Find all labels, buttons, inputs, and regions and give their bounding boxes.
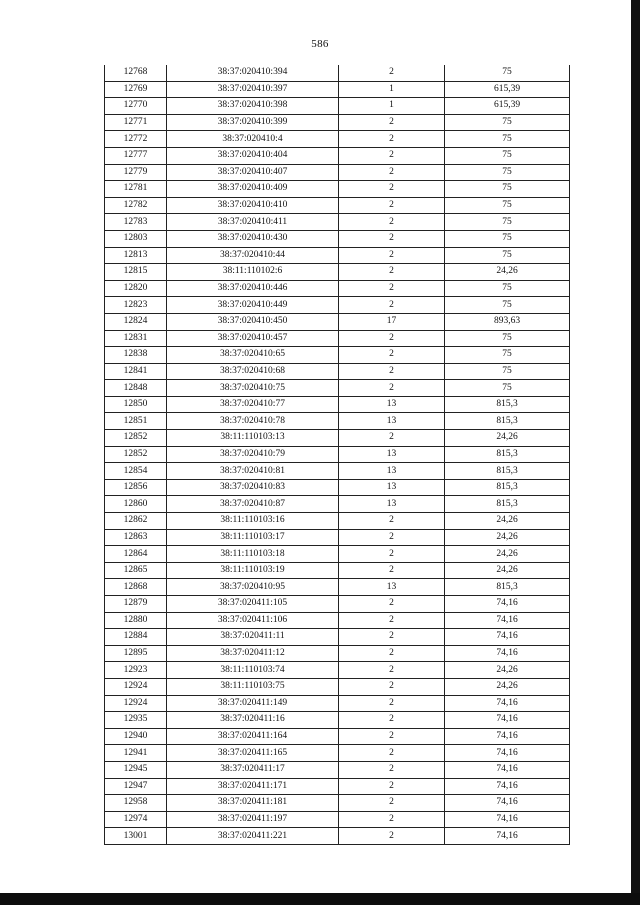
value-cell: 75 [445, 280, 570, 297]
cadastral-number-cell: 38:37:020410:457 [167, 330, 339, 347]
value-cell: 75 [445, 147, 570, 164]
cadastral-number-cell: 38:37:020410:75 [167, 380, 339, 397]
table-row [105, 712, 570, 729]
count-cell: 1 [339, 81, 445, 98]
value-cell: 75 [445, 330, 570, 347]
table-row [105, 247, 570, 264]
record-number-cell: 12854 [105, 463, 167, 480]
table-row [105, 347, 570, 364]
cadastral-number-cell: 38:37:020410:407 [167, 164, 339, 181]
value-cell: 74,16 [445, 745, 570, 762]
value-cell: 75 [445, 347, 570, 364]
cadastral-number-cell: 38:37:020411:149 [167, 695, 339, 712]
record-number-cell: 12935 [105, 712, 167, 729]
record-number-cell: 12895 [105, 645, 167, 662]
cadastral-number-cell: 38:37:020410:87 [167, 496, 339, 513]
record-number-cell: 12940 [105, 728, 167, 745]
cadastral-number-cell: 38:11:110103:18 [167, 546, 339, 563]
record-number-cell: 12769 [105, 81, 167, 98]
value-cell: 24,26 [445, 678, 570, 695]
value-cell: 75 [445, 297, 570, 314]
table-row [105, 463, 570, 480]
value-cell: 75 [445, 247, 570, 264]
record-number-cell: 12781 [105, 181, 167, 198]
cadastral-number-cell: 38:37:020410:77 [167, 396, 339, 413]
value-cell: 74,16 [445, 778, 570, 795]
table-row [105, 811, 570, 828]
value-cell: 74,16 [445, 811, 570, 828]
value-cell: 24,26 [445, 662, 570, 679]
record-number-cell: 12852 [105, 430, 167, 447]
count-cell: 2 [339, 347, 445, 364]
record-number-cell: 12863 [105, 529, 167, 546]
record-number-cell: 12945 [105, 761, 167, 778]
value-cell: 24,26 [445, 513, 570, 530]
count-cell: 13 [339, 496, 445, 513]
table-row [105, 81, 570, 98]
cadastral-number-cell: 38:37:020411:16 [167, 712, 339, 729]
value-cell: 24,26 [445, 529, 570, 546]
record-number-cell: 12851 [105, 413, 167, 430]
count-cell: 2 [339, 695, 445, 712]
table-row [105, 612, 570, 629]
count-cell: 2 [339, 330, 445, 347]
cadastral-number-cell: 38:37:020411:171 [167, 778, 339, 795]
value-cell: 74,16 [445, 596, 570, 613]
table-row [105, 479, 570, 496]
count-cell: 2 [339, 297, 445, 314]
record-number-cell: 12848 [105, 380, 167, 397]
value-cell: 815,3 [445, 579, 570, 596]
table-row [105, 728, 570, 745]
cadastral-number-cell: 38:37:020410:68 [167, 363, 339, 380]
value-cell: 75 [445, 131, 570, 148]
count-cell: 2 [339, 546, 445, 563]
cadastral-number-cell: 38:37:020410:446 [167, 280, 339, 297]
value-cell: 815,3 [445, 463, 570, 480]
table-row [105, 695, 570, 712]
cadastral-table [104, 65, 570, 845]
count-cell: 2 [339, 662, 445, 679]
record-number-cell: 12820 [105, 280, 167, 297]
table-row [105, 164, 570, 181]
count-cell: 2 [339, 147, 445, 164]
value-cell: 815,3 [445, 413, 570, 430]
table-row [105, 330, 570, 347]
value-cell: 74,16 [445, 612, 570, 629]
record-number-cell: 12838 [105, 347, 167, 364]
count-cell: 2 [339, 380, 445, 397]
record-number-cell: 12941 [105, 745, 167, 762]
cadastral-number-cell: 38:37:020411:165 [167, 745, 339, 762]
count-cell: 2 [339, 612, 445, 629]
record-number-cell: 12831 [105, 330, 167, 347]
count-cell: 2 [339, 778, 445, 795]
record-number-cell: 12862 [105, 513, 167, 530]
record-number-cell: 12772 [105, 131, 167, 148]
cadastral-number-cell: 38:37:020410:399 [167, 114, 339, 131]
table-row [105, 396, 570, 413]
count-cell: 13 [339, 413, 445, 430]
cadastral-number-cell: 38:37:020410:404 [167, 147, 339, 164]
record-number-cell: 12852 [105, 446, 167, 463]
record-number-cell: 12783 [105, 214, 167, 231]
record-number-cell: 12824 [105, 313, 167, 330]
cadastral-number-cell: 38:11:110103:16 [167, 513, 339, 530]
count-cell: 2 [339, 728, 445, 745]
value-cell: 74,16 [445, 645, 570, 662]
cadastral-number-cell: 38:37:020411:11 [167, 629, 339, 646]
cadastral-number-cell: 38:37:020410:409 [167, 181, 339, 198]
count-cell: 2 [339, 712, 445, 729]
table-row [105, 114, 570, 131]
cadastral-number-cell: 38:37:020410:81 [167, 463, 339, 480]
record-number-cell: 12958 [105, 795, 167, 812]
cadastral-number-cell: 38:37:020410:394 [167, 65, 339, 81]
record-number-cell: 12865 [105, 562, 167, 579]
value-cell: 24,26 [445, 264, 570, 281]
table-row [105, 629, 570, 646]
record-number-cell: 12803 [105, 230, 167, 247]
value-cell: 75 [445, 363, 570, 380]
table-row [105, 513, 570, 530]
count-cell: 2 [339, 596, 445, 613]
cadastral-number-cell: 38:37:020410:411 [167, 214, 339, 231]
record-number-cell: 12924 [105, 678, 167, 695]
cadastral-number-cell: 38:37:020410:95 [167, 579, 339, 596]
table-row [105, 313, 570, 330]
value-cell: 74,16 [445, 728, 570, 745]
value-cell: 75 [445, 380, 570, 397]
table-row [105, 596, 570, 613]
count-cell: 2 [339, 363, 445, 380]
table-row [105, 761, 570, 778]
cadastral-number-cell: 38:37:020410:78 [167, 413, 339, 430]
count-cell: 13 [339, 579, 445, 596]
record-number-cell: 12884 [105, 629, 167, 646]
table-row [105, 562, 570, 579]
value-cell: 74,16 [445, 695, 570, 712]
count-cell: 2 [339, 280, 445, 297]
record-number-cell: 12823 [105, 297, 167, 314]
value-cell: 75 [445, 65, 570, 81]
table-row [105, 645, 570, 662]
record-number-cell: 12879 [105, 596, 167, 613]
table-row [105, 546, 570, 563]
cadastral-number-cell: 38:37:020411:105 [167, 596, 339, 613]
cadastral-number-cell: 38:11:110103:75 [167, 678, 339, 695]
record-number-cell: 12864 [105, 546, 167, 563]
record-number-cell: 12777 [105, 147, 167, 164]
value-cell: 24,26 [445, 562, 570, 579]
count-cell: 2 [339, 811, 445, 828]
value-cell: 75 [445, 164, 570, 181]
cadastral-number-cell: 38:37:020410:397 [167, 81, 339, 98]
count-cell: 2 [339, 430, 445, 447]
cadastral-number-cell: 38:11:110103:19 [167, 562, 339, 579]
count-cell: 2 [339, 761, 445, 778]
record-number-cell: 12924 [105, 695, 167, 712]
table-row [105, 778, 570, 795]
value-cell: 75 [445, 114, 570, 131]
record-number-cell: 12856 [105, 479, 167, 496]
value-cell: 75 [445, 230, 570, 247]
table-row [105, 430, 570, 447]
record-number-cell: 12880 [105, 612, 167, 629]
record-number-cell: 12923 [105, 662, 167, 679]
cadastral-number-cell: 38:37:020410:44 [167, 247, 339, 264]
count-cell: 2 [339, 65, 445, 81]
table-row [105, 413, 570, 430]
table-row [105, 529, 570, 546]
table-row [105, 579, 570, 596]
table-row [105, 131, 570, 148]
record-number-cell: 12770 [105, 98, 167, 115]
cadastral-number-cell: 38:11:110103:74 [167, 662, 339, 679]
table-row [105, 214, 570, 231]
cadastral-number-cell: 38:37:020410:430 [167, 230, 339, 247]
cadastral-number-cell: 38:11:110103:13 [167, 430, 339, 447]
value-cell: 24,26 [445, 546, 570, 563]
value-cell: 74,16 [445, 712, 570, 729]
record-number-cell: 13001 [105, 828, 167, 845]
count-cell: 2 [339, 629, 445, 646]
record-number-cell: 12841 [105, 363, 167, 380]
record-number-cell: 12782 [105, 197, 167, 214]
value-cell: 74,16 [445, 761, 570, 778]
cadastral-number-cell: 38:37:020411:181 [167, 795, 339, 812]
count-cell: 2 [339, 529, 445, 546]
scan-edge [631, 0, 640, 905]
value-cell: 893,63 [445, 313, 570, 330]
cadastral-number-cell: 38:37:020410:79 [167, 446, 339, 463]
table-row [105, 828, 570, 845]
value-cell: 75 [445, 214, 570, 231]
table-row [105, 181, 570, 198]
count-cell: 13 [339, 446, 445, 463]
table-row [105, 678, 570, 695]
record-number-cell: 12850 [105, 396, 167, 413]
table-row [105, 65, 570, 81]
count-cell: 13 [339, 396, 445, 413]
value-cell: 24,26 [445, 430, 570, 447]
count-cell: 13 [339, 479, 445, 496]
cadastral-number-cell: 38:37:020411:106 [167, 612, 339, 629]
table-row [105, 197, 570, 214]
value-cell: 615,39 [445, 98, 570, 115]
cadastral-number-cell: 38:37:020411:164 [167, 728, 339, 745]
record-number-cell: 12779 [105, 164, 167, 181]
table-row [105, 230, 570, 247]
value-cell: 75 [445, 197, 570, 214]
record-number-cell: 12860 [105, 496, 167, 513]
value-cell: 74,16 [445, 629, 570, 646]
value-cell: 815,3 [445, 446, 570, 463]
table-body [105, 65, 570, 844]
count-cell: 2 [339, 795, 445, 812]
scan-bottom-edge [0, 893, 640, 905]
cadastral-number-cell: 38:37:020411:12 [167, 645, 339, 662]
table-row [105, 297, 570, 314]
count-cell: 2 [339, 214, 445, 231]
count-cell: 2 [339, 828, 445, 845]
cadastral-number-cell: 38:37:020410:450 [167, 313, 339, 330]
table-row [105, 264, 570, 281]
count-cell: 2 [339, 645, 445, 662]
table-row [105, 363, 570, 380]
record-number-cell: 12815 [105, 264, 167, 281]
table-row [105, 662, 570, 679]
record-number-cell: 12947 [105, 778, 167, 795]
value-cell: 74,16 [445, 795, 570, 812]
table-row [105, 496, 570, 513]
value-cell: 815,3 [445, 396, 570, 413]
value-cell: 74,16 [445, 828, 570, 845]
count-cell: 2 [339, 230, 445, 247]
table-row [105, 280, 570, 297]
record-number-cell: 12974 [105, 811, 167, 828]
count-cell: 2 [339, 197, 445, 214]
cadastral-number-cell: 38:37:020410:65 [167, 347, 339, 364]
count-cell: 13 [339, 463, 445, 480]
count-cell: 2 [339, 678, 445, 695]
count-cell: 17 [339, 313, 445, 330]
table-row [105, 745, 570, 762]
cadastral-number-cell: 38:37:020411:197 [167, 811, 339, 828]
count-cell: 1 [339, 98, 445, 115]
record-number-cell: 12868 [105, 579, 167, 596]
table-row [105, 795, 570, 812]
count-cell: 2 [339, 164, 445, 181]
cadastral-number-cell: 38:37:020410:4 [167, 131, 339, 148]
count-cell: 2 [339, 181, 445, 198]
table-row [105, 98, 570, 115]
cadastral-number-cell: 38:37:020411:17 [167, 761, 339, 778]
count-cell: 2 [339, 247, 445, 264]
record-number-cell: 12813 [105, 247, 167, 264]
count-cell: 2 [339, 562, 445, 579]
table-row [105, 446, 570, 463]
cadastral-number-cell: 38:37:020410:449 [167, 297, 339, 314]
cadastral-number-cell: 38:11:110103:17 [167, 529, 339, 546]
record-number-cell: 12771 [105, 114, 167, 131]
table-row [105, 147, 570, 164]
value-cell: 815,3 [445, 496, 570, 513]
cadastral-number-cell: 38:37:020410:83 [167, 479, 339, 496]
count-cell: 2 [339, 264, 445, 281]
record-number-cell: 12768 [105, 65, 167, 81]
cadastral-number-cell: 38:37:020410:398 [167, 98, 339, 115]
cadastral-number-cell: 38:37:020410:410 [167, 197, 339, 214]
cadastral-number-cell: 38:37:020411:221 [167, 828, 339, 845]
cadastral-number-cell: 38:11:110102:6 [167, 264, 339, 281]
count-cell: 2 [339, 745, 445, 762]
count-cell: 2 [339, 513, 445, 530]
value-cell: 815,3 [445, 479, 570, 496]
value-cell: 75 [445, 181, 570, 198]
page-number: 586 [311, 38, 329, 50]
count-cell: 2 [339, 131, 445, 148]
count-cell: 2 [339, 114, 445, 131]
value-cell: 615,39 [445, 81, 570, 98]
table-row [105, 380, 570, 397]
